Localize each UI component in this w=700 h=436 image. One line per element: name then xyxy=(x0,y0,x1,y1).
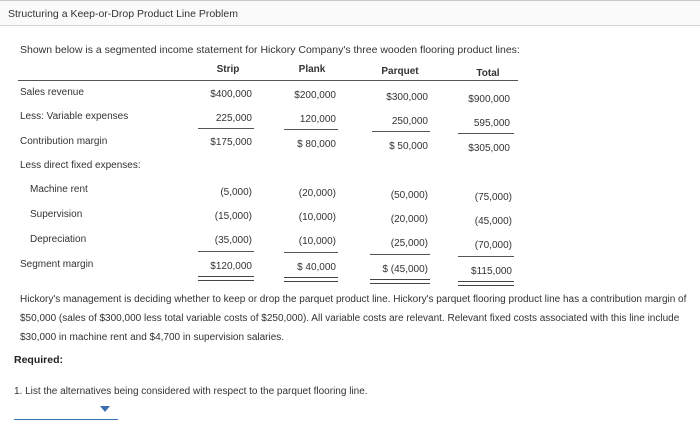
cell: $120,000 xyxy=(210,261,252,272)
header-strip: Strip xyxy=(216,64,240,75)
cell: $ 40,000 xyxy=(297,262,336,273)
cell: (20,000) xyxy=(390,214,428,225)
cell: $115,000 xyxy=(471,266,512,277)
cell: $ 80,000 xyxy=(297,139,336,150)
cell: (75,000) xyxy=(474,192,512,203)
total-double-line xyxy=(284,277,338,282)
page-title: Structuring a Keep-or-Drop Product Line Problem xyxy=(0,0,700,26)
header-total: Total xyxy=(476,68,500,79)
row-label-variable: Less: Variable expenses xyxy=(20,111,129,122)
cell: (10,000) xyxy=(298,212,336,223)
row-label-segment-margin: Segment margin xyxy=(20,259,94,270)
row-label-machine-rent: Machine rent xyxy=(30,184,88,195)
cell: (5,000) xyxy=(220,187,252,198)
cell: $400,000 xyxy=(210,89,252,100)
subtotal-line xyxy=(458,133,514,134)
chevron-down-icon xyxy=(100,406,110,412)
cell: $ (45,000) xyxy=(382,264,428,275)
total-double-line xyxy=(370,279,430,284)
subtotal-line xyxy=(372,131,430,132)
row-label-contribution: Contribution margin xyxy=(20,136,108,147)
cell: (70,000) xyxy=(474,240,512,251)
subtotal-line xyxy=(284,252,338,253)
cell: $175,000 xyxy=(210,137,252,148)
cell: (10,000) xyxy=(298,236,336,247)
cell: $305,000 xyxy=(468,143,510,154)
subtotal-line xyxy=(284,129,338,130)
row-label-depreciation: Depreciation xyxy=(30,234,87,245)
question-1: 1. List the alternatives being considered with respect to the parquet flooring line. xyxy=(14,386,368,397)
required-heading: Required: xyxy=(14,354,64,366)
cell: (45,000) xyxy=(474,216,512,227)
header-underline xyxy=(18,80,518,81)
row-label-fixed-heading: Less direct fixed expenses: xyxy=(20,160,141,171)
subtotal-line xyxy=(370,254,430,255)
subtotal-line xyxy=(198,128,254,129)
cell: 120,000 xyxy=(299,114,336,125)
cell: (15,000) xyxy=(214,211,252,222)
cell: $ 50,000 xyxy=(389,141,428,152)
subtotal-line xyxy=(458,256,514,257)
cell: $200,000 xyxy=(294,90,336,101)
row-label-sales: Sales revenue xyxy=(20,87,84,98)
problem-description: Hickory's management is deciding whether to keep or drop the parquet product line. Hickory's parquet flooring product line has a contribution margin of $50,000 (sales of $300,000 less total variable costs of $250,000). All variable costs are relevant. Relevant fixed costs associated with this line include $30,000 in machine rent and $4,700 in supervision salaries. xyxy=(20,294,687,343)
cell: 595,000 xyxy=(473,118,510,129)
header-parquet: Parquet xyxy=(381,66,419,77)
cell: (35,000) xyxy=(214,235,252,246)
cell: 225,000 xyxy=(215,113,252,124)
total-double-line xyxy=(458,281,514,286)
cell: $300,000 xyxy=(386,92,428,103)
cell: $900,000 xyxy=(468,94,510,105)
cell: (50,000) xyxy=(390,190,428,201)
header-plank: Plank xyxy=(298,64,326,75)
subtotal-line xyxy=(198,251,254,252)
total-double-line xyxy=(198,276,254,281)
alternatives-dropdown[interactable] xyxy=(14,402,118,420)
cell: 250,000 xyxy=(391,116,428,127)
cell: (20,000) xyxy=(298,188,336,199)
intro-text: Shown below is a segmented income statement for Hickory Company's three wooden flooring product lines: xyxy=(20,44,520,56)
cell: (25,000) xyxy=(390,238,428,249)
row-label-supervision: Supervision xyxy=(30,209,83,220)
